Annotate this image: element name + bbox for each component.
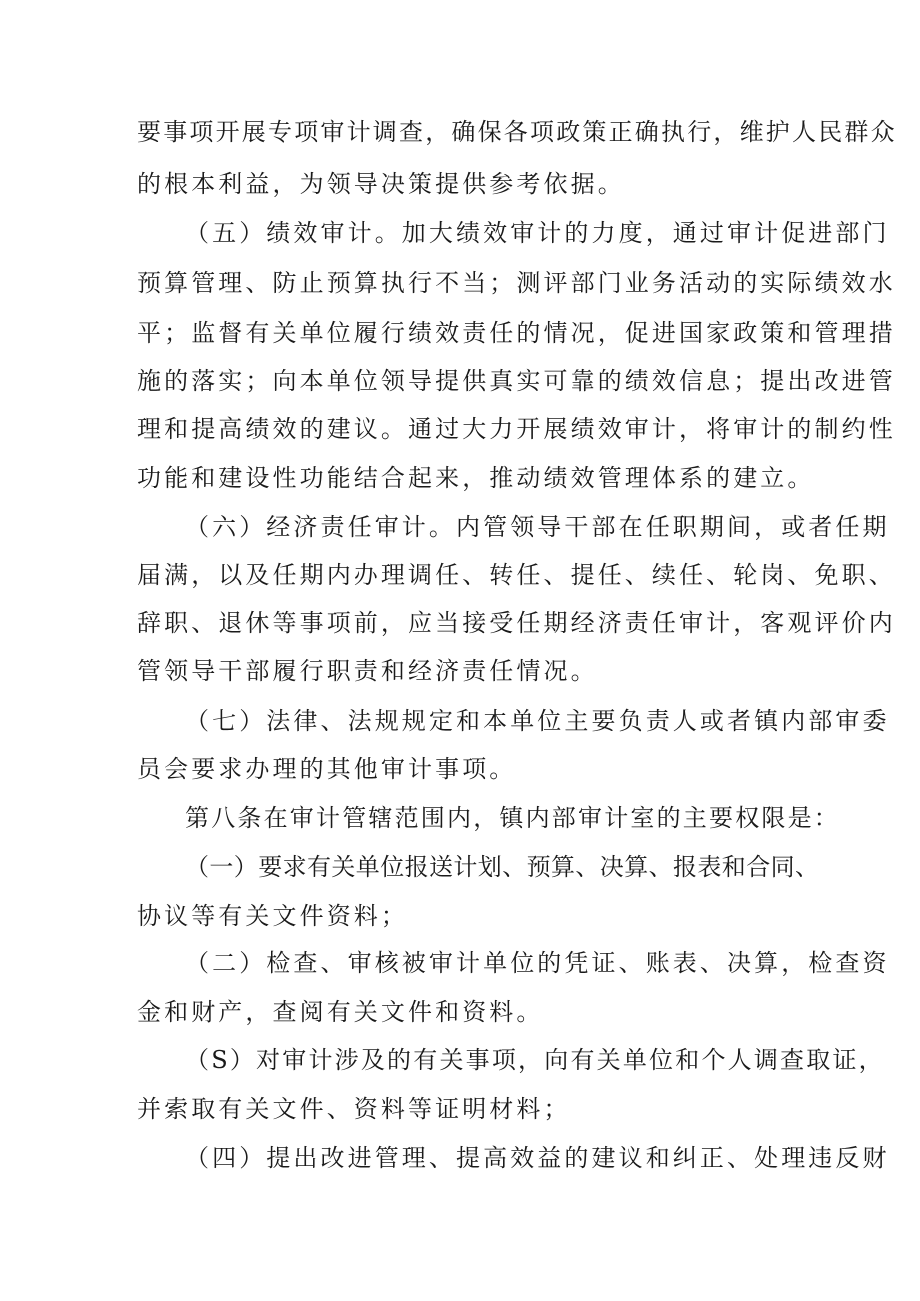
text-line-19: 金和财产，查阅有关文件和资料。 xyxy=(137,998,544,1026)
text-line-9: （六）经济责任审计。内管领导干部在任职期间，或者任期 xyxy=(185,513,890,541)
text-line-14: 员会要求办理的其他审计事项。 xyxy=(137,755,517,783)
text-line-8: 功能和建设性功能结合起来，推动绩效管理体系的建立。 xyxy=(137,464,815,492)
text-line-22: （四）提出改进管理、提高效益的建议和纠正、处理违反财 xyxy=(185,1144,890,1172)
text-line-2: 的根本利益，为领导决策提供参考依据。 xyxy=(137,170,625,198)
text-line-11: 辞职、退休等事项前，应当接受任期经济责任审计，客观评价内 xyxy=(137,609,896,637)
text-line-3: （五）绩效审计。加大绩效审计的力度，通过审计促进部门 xyxy=(185,219,890,247)
text-line-16: （一）要求有关单位报送计划、预算、决算、报表和合同、 xyxy=(185,853,820,881)
text-line-6: 施的落实；向本单位领导提供真实可靠的绩效信息；提出改进管 xyxy=(137,367,896,395)
text-line-18: （二）检查、审核被审计单位的凭证、账表、决算，检查资 xyxy=(185,949,890,977)
article-heading-line: 第八条在审计管辖范围内，镇内部审计室的主要权限是： xyxy=(185,804,840,832)
text-line-4: 预算管理、防止预算执行不当；测评部门业务活动的实际绩效水 xyxy=(137,269,896,297)
text-line-10: 届满，以及任期内办理调任、转任、提任、续任、轮岗、免职、 xyxy=(137,561,896,589)
text-line-13: （七）法律、法规规定和本单位主要负责人或者镇内部审委 xyxy=(185,707,890,735)
text-line-1: 要事项开展专项审计调查，确保各项政策正确执行，维护人民群众 xyxy=(137,118,897,146)
text-line-12: 管领导干部履行职责和经济责任情况。 xyxy=(137,657,598,685)
text-line-21: 并索取有关文件、资料等证明材料； xyxy=(137,1095,571,1123)
text-line-20: （S）对审计涉及的有关事项，向有关单位和个人调查取证， xyxy=(185,1046,885,1074)
text-line-7: 理和提高绩效的建议。通过大力开展绩效审计，将审计的制约性 xyxy=(137,415,896,443)
text-line-17: 协议等有关文件资料； xyxy=(137,902,408,930)
text-line-5: 平；监督有关单位履行绩效责任的情况，促进国家政策和管理措 xyxy=(137,319,896,347)
